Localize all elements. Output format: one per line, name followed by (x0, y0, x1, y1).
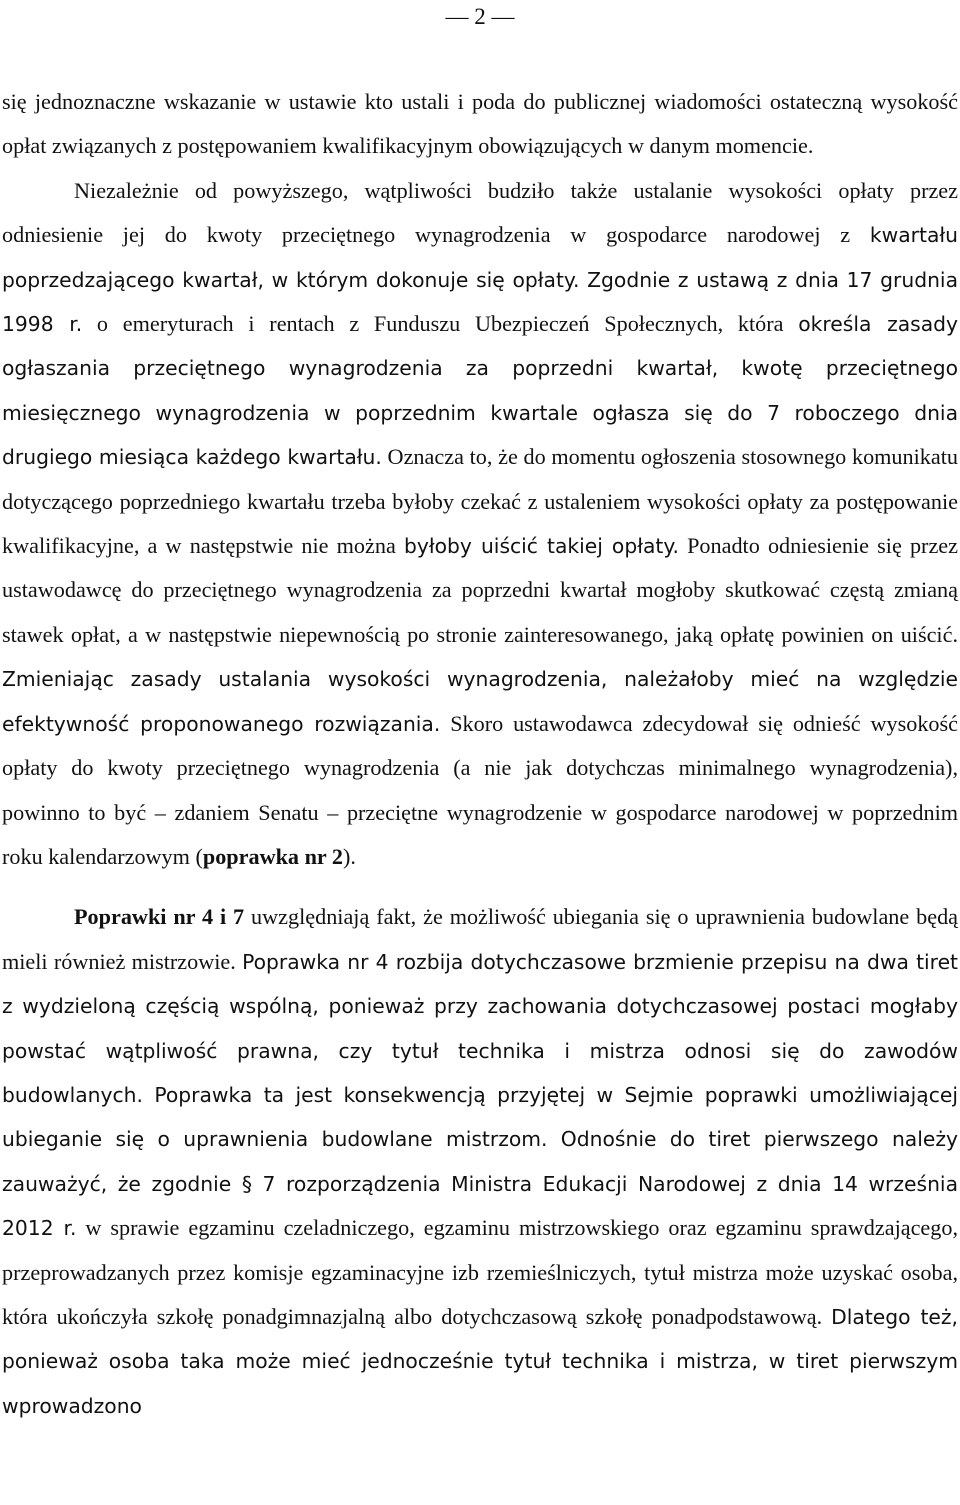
amendment-reference: poprawka nr 2 (202, 843, 344, 869)
paragraph-continuation: się jednoznaczne wskazanie w ustawie kto ustali i poda do publicznej wiadomości ostateczną wysokość opłat związanych z postępowaniem kwalifikacyjnym obowiązujących w danym momencie. (2, 89, 958, 159)
paragraph-text: Zmieniając zasady ustalania wysokości wynagrodzenia, należałoby mieć na względzie efektywność proponowanego rozwiązania. (2, 667, 958, 736)
paragraph-text: kwartału poprzedzającego kwartał, w którym dokonuje się opłaty. Zgodnie z ustawą z dnia 17 grudnia 1998 r. (2, 223, 958, 337)
paragraph-text: uwzględniają fakt, że możliwość ubiegania się o uprawnienia budowlane będą mieli również mistrzowie. (2, 904, 959, 974)
paragraph-text: Skoro ustawodawca zdecydował się odnieść wysokość opłaty do kwoty przeciętnego wynagrodzenia (a nie jak dotychczas minimalnego wynagrodzenia), powinno to być – zdaniem Senatu – przeciętne wynagrodzenie w gospodarce narodowej w poprzednim roku kalendarzowym ( (2, 710, 959, 869)
paragraph-text: Oznacza to, że do momentu ogłoszenia stosownego komunikatu dotyczącego poprzedniego kwartału trzeba byłoby czekać z ustaleniem wysokości opłaty za postępowanie kwalifikacyjne, a w następstwie nie można (2, 444, 958, 559)
paragraph-text: Poprawka nr 4 rozbija dotychczasowe brzmienie przepisu na dwa tiret z wydzieloną częścią wspólną, ponieważ przy zachowania dotychczasowej postaci mogłaby powstać wątpliwość prawna, czy tytuł technika i mistrza odnosi się do zawodów budowlanych. Poprawka ta jest konsekwencją przyjętej w Sejmie poprawki umożliwiającej ubieganie się o uprawnienia budowlane mistrzom. Odnośnie do tiret pierwszego należy zauważyć, że zgodnie § 7 rozporządzenia Ministra Edukacji Narodowej z dnia 14 września 2012 r. (2, 949, 958, 1241)
paragraph-fee-amount (2, 169, 958, 880)
paragraph-text: o emeryturach i rentach z Funduszu Ubezpieczeń Społecznych, która (82, 311, 799, 337)
paragraph-amendments-4-7 (2, 895, 958, 1428)
paragraph-text: w sprawie egzaminu czeladniczego, egzaminu mistrzowskiego oraz egzaminu sprawdzającego, przeprowadzanych przez komisje egzaminacyjne izb rzemieślniczych, tytuł mistrza może uzyskać osoba, która ukończyła szkołę ponadgimnazjalną albo dotychczasową szkołę ponadpodstawową. (2, 1215, 959, 1329)
amendment-reference: Poprawki nr 4 i 7 (74, 904, 245, 930)
paragraph-text: Ponadto odniesienie się przez ustawodawcę do przeciętnego wynagrodzenia za poprzedni kwartał mogłoby skutkować częstą zmianą stawek opłat, a w następstwie niepewnością po stronie zainteresowanego, jaką opłatę powinien on uiścić. (2, 533, 958, 647)
paragraph-text: Niezależnie od powyższego, wątpliwości budziło także ustalanie wysokości opłaty przez odniesienie jej do kwoty przeciętnego wynagrodzenia w gospodarce narodowej z (2, 177, 958, 248)
paragraph-text: Dlatego też, ponieważ osoba taka może mieć jednocześnie tytuł technika i mistrza, w tiret pierwszym wprowadzono (2, 1304, 958, 1418)
page-number: — 2 — (445, 4, 515, 29)
document-body (2, 80, 958, 1428)
paragraph-text: byłoby uiścić takiej opłaty. (403, 534, 679, 559)
paragraph-text: ). (343, 843, 356, 869)
paragraph-text: określa zasady ogłaszania przeciętnego wynagrodzenia za poprzedni kwartał, kwotę przeciętnego miesięcznego wynagrodzenia w poprzednim kwartale ogłasza się do 7 roboczego dnia drugiego miesiąca każdego kwartału. (2, 312, 959, 470)
